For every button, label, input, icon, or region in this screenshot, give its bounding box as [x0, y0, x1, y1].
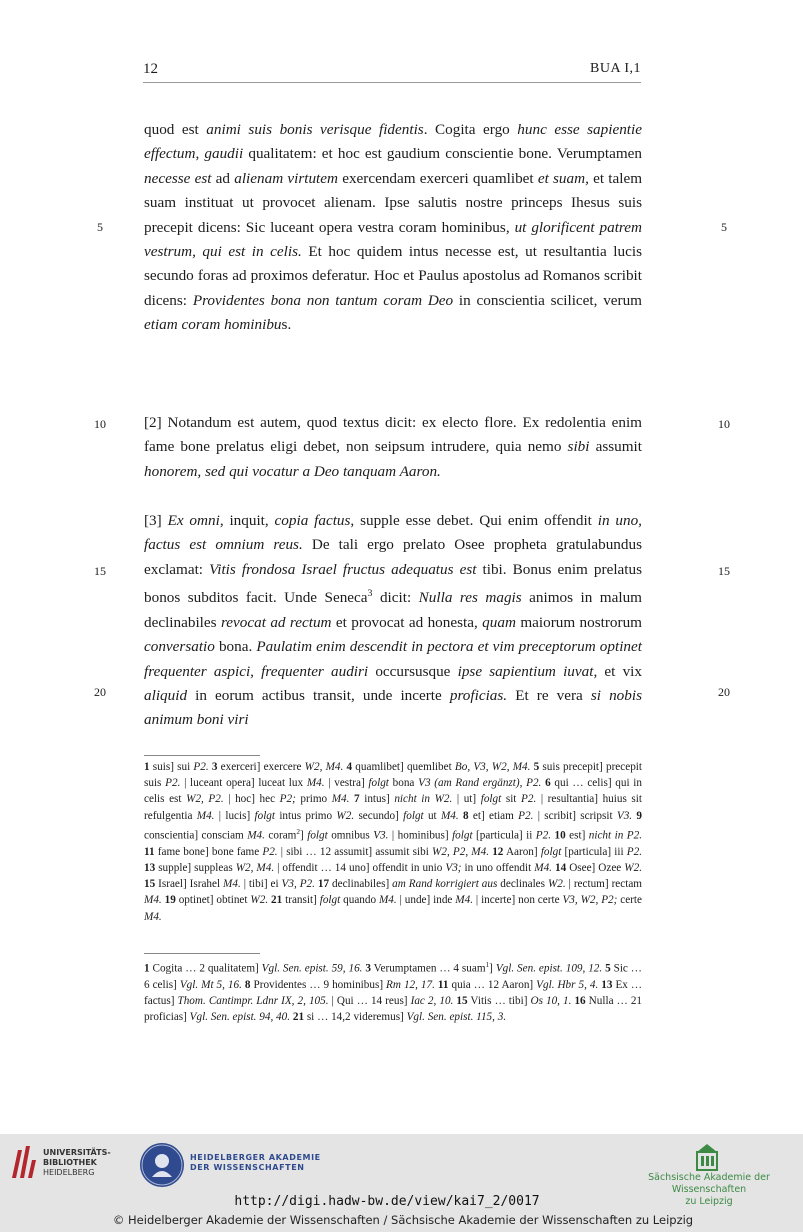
- apparatus_critical-segment: P2;: [279, 793, 296, 806]
- paragraph3-segment: occursusque: [368, 662, 458, 680]
- apparatus-rule-2: [144, 953, 260, 954]
- apparatus_critical-segment: | sibi … 12 assumit] assumit sibi: [277, 845, 433, 858]
- apparatus_critical-segment: Israel] Israhel: [155, 878, 224, 891]
- apparatus_critical-segment: | lucis]: [214, 809, 255, 822]
- apparatus_sources-segment: 5: [605, 962, 611, 975]
- apparatus_sources-segment: 16: [574, 995, 586, 1008]
- apparatus_critical-segment: Aaron]: [503, 845, 541, 858]
- apparatus_critical-segment: ]: [300, 829, 308, 842]
- apparatus_sources-segment: Vgl. Mt 5, 16.: [179, 978, 242, 991]
- apparatus_critical-segment: W2.: [250, 894, 269, 907]
- page-header: [143, 60, 641, 83]
- apparatus_sources-segment: 1: [485, 961, 490, 969]
- paragraph3-segment: revocat ad rectum: [220, 613, 332, 631]
- apparatus_critical-segment: V3.: [616, 809, 633, 822]
- paragraph3-segment: in uno, factus est omnium reus.: [144, 512, 642, 554]
- apparatus_critical-segment: secundo]: [354, 809, 404, 822]
- apparatus_critical-segment: V3, P2.: [281, 878, 315, 891]
- apparatus-rule-1: [144, 755, 260, 756]
- apparatus_sources-segment: si … 14,2 videremus]: [304, 1011, 407, 1024]
- ub-line-1: UNIVERSITÄTS-: [43, 1148, 111, 1157]
- paragraph3-segment: , supple esse debet. Qui enim offendit: [350, 512, 598, 529]
- apparatus_critical-segment: est]: [565, 829, 589, 842]
- paragraph3-segment: quam: [482, 613, 516, 631]
- apparatus_sources-segment: ]: [489, 962, 496, 975]
- apparatus_critical-segment: | scribit] scripsit: [533, 809, 617, 822]
- apparatus_critical-segment: M4.: [223, 878, 241, 891]
- apparatus_critical-segment: M4.: [455, 894, 474, 907]
- paragraph3-segment: tibi. Bonus enim prelatus bonos subditos facit. Unde Seneca: [144, 560, 643, 607]
- apparatus_critical-segment: declinales: [497, 878, 548, 891]
- apparatus_sources-segment: Vgl. Hbr 5, 4.: [536, 978, 599, 991]
- apparatus_critical-segment: qui … celis] qui in celis est: [144, 777, 643, 806]
- apparatus_critical-segment: 15: [144, 878, 156, 891]
- paragraph-1: [144, 118, 642, 338]
- apparatus_critical-segment: | unde] inde: [396, 894, 456, 907]
- apparatus_critical-segment: M4.: [144, 894, 162, 907]
- paragraph2-segment: [2] Notandum est autem, quod textus dicit: ex electo flore. Ex redolentia enim fame bone prelatus eligi debet, non seipsum intrudere, quia nemo: [144, 414, 642, 456]
- apparatus_critical-segment: 11: [144, 845, 155, 858]
- apparatus_critical-segment: 3: [211, 761, 218, 773]
- apparatus_critical-segment: sit: [501, 793, 522, 806]
- apparatus_sources-segment: Ex … factus]: [144, 978, 643, 1008]
- apparatus_critical-segment: V3.: [373, 829, 389, 842]
- apparatus_critical-segment: folgt: [254, 809, 276, 822]
- apparatus_critical-segment: P2.: [535, 829, 552, 842]
- paragraph1-segment: ,: [195, 145, 205, 163]
- apparatus_sources-segment: 1: [144, 962, 150, 975]
- apparatus_critical-segment: W2, M4.: [235, 861, 275, 874]
- apparatus_critical-segment: transit]: [282, 894, 320, 907]
- saw-line-1: Sächsische Akademie der Wissenschaften: [648, 1172, 770, 1195]
- apparatus_critical-segment: 14: [555, 861, 567, 874]
- apparatus_critical-segment: 9: [636, 809, 643, 822]
- line-number-15-left: 15: [94, 564, 106, 578]
- apparatus_sources-segment: Vgl. Sen. epist. 109, 12.: [495, 962, 603, 975]
- paragraph1-segment: in conscientia scilicet, verum: [453, 291, 642, 309]
- paragraph3-segment: Ex omni: [167, 512, 220, 529]
- critical-apparatus: [144, 759, 642, 925]
- line-number-15-right: 15: [718, 564, 730, 578]
- apparatus_critical-segment: | rectum] rectam: [565, 878, 642, 891]
- apparatus_critical-segment: V3, W2, P2;: [562, 894, 618, 907]
- apparatus_critical-segment: W2, P2.: [186, 793, 224, 806]
- apparatus_critical-segment: quando: [340, 894, 379, 907]
- apparatus_sources-segment: Vgl. Sen. epist. 94, 40.: [189, 1011, 291, 1024]
- apparatus_critical-segment: declinabiles]: [329, 878, 393, 891]
- saw-leipzig-logo-icon[interactable]: [695, 1142, 719, 1172]
- apparatus_critical-segment: | luceant opera] luceat lux: [180, 777, 307, 790]
- hadw-label: [190, 1153, 321, 1173]
- paragraph1-segment: animi suis bonis verisque fidentis: [206, 121, 424, 138]
- apparatus_critical-segment: P2.: [165, 777, 181, 790]
- paragraph1-segment: et talem suam instituat ut provocet alienam. Ipse salutis nostre princeps Ihesus suis precepit dicens: Sic luceant opera vestra coram hominibus,: [144, 169, 643, 236]
- apparatus_critical-segment: folgt: [480, 793, 502, 806]
- paragraph3-segment: aliquid: [144, 686, 188, 704]
- apparatus_critical-segment: nicht in W2.: [394, 793, 453, 806]
- apparatus_critical-segment: | vestra]: [324, 777, 369, 790]
- apparatus_critical-segment: V3;: [445, 861, 462, 874]
- apparatus_critical-segment: W2.: [624, 861, 643, 874]
- apparatus_critical-segment: | hoc] hec: [223, 793, 280, 806]
- apparatus_critical-segment: ut: [423, 809, 441, 822]
- apparatus_critical-segment: 4: [346, 761, 353, 773]
- apparatus_sources-segment: 15: [456, 995, 468, 1008]
- apparatus_critical-segment: P2.: [626, 845, 642, 858]
- line-number-5-left: 5: [97, 220, 103, 234]
- apparatus_critical-segment: W2, M4.: [304, 761, 344, 773]
- paragraph3-segment: , inquit,: [219, 512, 275, 529]
- apparatus_critical-segment: W2, P2, M4.: [432, 845, 490, 858]
- paragraph3-segment: si nobis animum boni viri: [144, 686, 642, 729]
- apparatus_critical-segment: W2.: [547, 878, 566, 891]
- paragraph2-segment: honorem, sed qui vocatur a Deo tanquam Aaron.: [144, 462, 441, 480]
- paragraph1-segment: Providentes bona non tantum coram Deo: [192, 291, 454, 309]
- paragraph3-segment: et provocat ad honesta,: [331, 613, 483, 631]
- apparatus_critical-segment: folgt: [540, 845, 562, 858]
- page-number: 12: [143, 61, 158, 77]
- apparatus_critical-segment: V3 (am Rand ergänzt), P2.: [418, 777, 542, 790]
- paragraph3-segment: ipse sapientium iuvat: [457, 662, 594, 680]
- apparatus_critical-segment: P2.: [518, 809, 534, 822]
- apparatus_critical-segment: | resultantia] huius sit refulgentia: [144, 793, 642, 822]
- apparatus_critical-segment: Bo, V3, W2, M4.: [454, 761, 531, 773]
- apparatus_sources-segment: Vgl. Sen. epist. 115, 3.: [406, 1011, 507, 1024]
- apparatus_critical-segment: primo: [295, 793, 332, 806]
- apparatus_critical-segment: M4.: [306, 777, 325, 790]
- ub-line-2: BIBLIOTHEK: [43, 1158, 97, 1167]
- apparatus_critical-segment: optinet] obtinet: [175, 894, 251, 907]
- apparatus_sources-segment: Iac 2, 10.: [410, 995, 454, 1008]
- paragraph1-segment: quod est: [144, 121, 207, 138]
- apparatus_critical-segment: certe: [617, 894, 642, 907]
- apparatus_sources-segment: quia … 12 Aaron]: [448, 978, 537, 991]
- paragraph1-segment: qualitatem: et hoc est gaudium conscientie bone. Verumptamen: [243, 145, 643, 163]
- paragraph-2: [144, 411, 642, 484]
- saw-line-2: zu Leipzig: [685, 1196, 733, 1207]
- paragraph3-segment: animos in malum declinabiles: [144, 589, 642, 631]
- paragraph3-segment: Et re vera: [507, 686, 591, 704]
- apparatus_sources-segment: Verumptamen … 4 suam: [370, 962, 486, 975]
- paragraph1-segment: necesse est: [144, 169, 212, 187]
- paragraph1-segment: ut glorificent patrem vestrum, qui est in celis.: [144, 218, 642, 261]
- line-number-10-left: 10: [94, 417, 106, 431]
- apparatus_critical-segment: M4.: [440, 809, 459, 822]
- apparatus_sources-segment: Nulla … 21 proficias]: [144, 995, 643, 1024]
- paragraph3-segment: conversatio: [144, 638, 215, 656]
- apparatus_critical-segment: 10: [554, 829, 566, 842]
- apparatus_critical-segment: [particula] iii: [561, 845, 627, 858]
- apparatus_critical-segment: coram: [264, 829, 297, 842]
- apparatus_critical-segment: fame bone] bone fame: [154, 845, 263, 858]
- apparatus_sources-segment: | Qui … 14 reus]: [328, 995, 411, 1008]
- apparatus_critical-segment: | ut]: [452, 793, 481, 806]
- paragraph3-segment: 3: [367, 588, 373, 600]
- paragraph3-segment: bona.: [214, 638, 257, 656]
- apparatus_critical-segment: suis precepit] precepit suis: [144, 761, 642, 790]
- ub-heidelberg-logo-icon[interactable]: [8, 1142, 38, 1182]
- apparatus_critical-segment: | incerte] non certe: [473, 894, 563, 907]
- running-title: BUA I,1: [590, 61, 641, 76]
- paragraph3-segment: in eorum actibus transit, unde incerte: [187, 686, 450, 704]
- apparatus_critical-segment: quamlibet] quemlibet: [352, 761, 455, 773]
- apparatus_critical-segment: [particula] ii: [472, 829, 536, 842]
- apparatus_sources-segment: 11: [437, 978, 449, 991]
- apparatus_critical-segment: M4.: [247, 829, 265, 842]
- paragraph1-segment: exercendam exerceri quamlibet: [338, 169, 538, 187]
- paragraph3-segment: maiorum nostrorum: [515, 613, 642, 631]
- apparatus_sources-segment: Cogita … 2 qualitatem]: [149, 962, 262, 975]
- paragraph3-segment: , et vix: [593, 662, 642, 680]
- apparatus_sources-segment: Thom. Cantimpr. Ldnr IX, 2, 105.: [177, 995, 329, 1008]
- paragraph1-segment: ad: [211, 169, 235, 187]
- paragraph1-segment: . Cogita ergo: [423, 121, 518, 138]
- apparatus_critical-segment: 6: [545, 777, 551, 790]
- paragraph1-segment: gaudii: [204, 145, 244, 163]
- paragraph1-segment: hunc esse sapientie effectum: [144, 121, 642, 163]
- copyright-notice: © Heidelberger Akademie der Wissenschaften / Sächsische Akademie der Wissenschaften zu Leipzig: [112, 1213, 694, 1227]
- hadw-seal-icon[interactable]: [140, 1143, 184, 1187]
- apparatus_critical-segment: suis] sui: [149, 761, 194, 773]
- hadw-line-2: DER WISSENSCHAFTEN: [190, 1163, 305, 1172]
- apparatus_critical-segment: 12: [492, 845, 504, 858]
- paragraph1-segment: alienam virtutem: [234, 169, 338, 187]
- apparatus_critical-segment: 5: [533, 761, 540, 773]
- paragraph3-segment: De tali ergo prelato Osee propheta gratulabundus exclamat:: [144, 536, 642, 578]
- apparatus_critical-segment: supple] suppleas: [155, 861, 236, 874]
- apparatus_sources-segment: Providentes … 9 hominibus]: [250, 978, 387, 991]
- apparatus_sources-segment: 3: [365, 962, 371, 975]
- apparatus_critical-segment: | tibi] ei: [240, 878, 282, 891]
- apparatus_sources-segment: 13: [601, 978, 613, 991]
- apparatus_critical-segment: folgt: [452, 829, 473, 842]
- apparatus_sources-segment: 8: [244, 978, 251, 991]
- paragraph3-segment: proficias.: [449, 686, 508, 704]
- paragraph-3: [144, 509, 642, 733]
- ub-line-3: HEIDELBERG: [43, 1168, 95, 1177]
- paragraph2-segment: assumit: [589, 438, 642, 456]
- paragraph3-segment: dicit:: [372, 589, 419, 607]
- apparatus_sources-segment: Os 10, 1.: [530, 995, 572, 1008]
- apparatus_critical-segment: Osee] Ozee: [566, 861, 625, 874]
- line-number-20-right: 20: [718, 685, 730, 699]
- paragraph3-segment: Paulatim enim descendit in pectora et vim preceptorum optinet frequenter aspici, frequenter audiri: [144, 638, 642, 680]
- apparatus_sources-segment: Rm 12, 17.: [386, 978, 435, 991]
- apparatus_critical-segment: M4.: [196, 809, 215, 822]
- apparatus_critical-segment: folgt: [368, 777, 389, 790]
- apparatus_critical-segment: M4.: [144, 910, 162, 923]
- apparatus_sources-segment: Sic … 6 celis]: [144, 962, 642, 991]
- line-number-20-left: 20: [94, 685, 106, 699]
- apparatus_critical-segment: 13: [144, 861, 156, 874]
- apparatus_critical-segment: P2.: [521, 793, 537, 806]
- apparatus_critical-segment: folgt: [307, 829, 328, 842]
- apparatus_critical-segment: M4.: [331, 793, 350, 806]
- apparatus_critical-segment: 1: [144, 761, 150, 773]
- apparatus_critical-segment: folgt: [403, 809, 424, 822]
- apparatus_critical-segment: | offendit … 14 uno] offendit in unio: [274, 861, 446, 874]
- hadw-line-1: HEIDELBERGER AKADEMIE: [190, 1153, 321, 1162]
- paragraph1-segment: et suam,: [537, 169, 589, 187]
- apparatus_critical-segment: 17: [317, 878, 330, 891]
- apparatus_critical-segment: intus primo: [275, 809, 337, 822]
- paragraph3-segment: Vitis frondosa Israel fructus adequatus est: [209, 560, 477, 578]
- paragraph2-segment: sibi: [567, 438, 590, 456]
- paragraph3-segment: copia factus: [274, 512, 351, 529]
- apparatus_critical-segment: P2.: [262, 845, 278, 858]
- apparatus_critical-segment: exerceri] exercere: [217, 761, 305, 773]
- apparatus_critical-segment: 2: [296, 827, 301, 836]
- apparatus_critical-segment: conscientia] consciam: [144, 829, 248, 842]
- apparatus_critical-segment: am Rand korrigiert aus: [392, 878, 498, 891]
- line-number-5-right: 5: [721, 220, 727, 234]
- apparatus_critical-segment: in uno offendit: [461, 861, 535, 874]
- apparatus_critical-segment: intus]: [359, 793, 395, 806]
- permalink-url[interactable]: http://digi.hadw-bw.de/view/kai7_2/0017: [234, 1194, 540, 1209]
- paragraph1-segment: etiam coram hominibu: [144, 316, 282, 334]
- paragraph1-segment: Et hoc quidem intus necesse est, ut resultantia lucis secundo foras ad proximos deferatur. Hoc et Paulus apostolus ad Romanos scribit dicens:: [144, 243, 642, 309]
- apparatus_critical-segment: bona: [388, 777, 419, 790]
- source-apparatus: [144, 957, 642, 1026]
- apparatus_critical-segment: 8: [463, 809, 469, 822]
- apparatus_critical-segment: M4.: [534, 861, 552, 874]
- apparatus_critical-segment: folgt: [319, 894, 341, 907]
- paragraph3-segment: Nulla res magis: [418, 589, 522, 607]
- apparatus_critical-segment: nicht in P2.: [588, 829, 642, 842]
- apparatus_sources-segment: Vgl. Sen. epist. 59, 16.: [261, 962, 363, 975]
- apparatus_critical-segment: et] etiam: [468, 809, 519, 822]
- apparatus_sources-segment: 21: [292, 1011, 305, 1024]
- apparatus_critical-segment: M4.: [378, 894, 397, 907]
- line-number-10-right: 10: [718, 417, 730, 431]
- apparatus_critical-segment: omnibus: [327, 829, 374, 842]
- apparatus_critical-segment: 7: [354, 793, 360, 806]
- ub-heidelberg-label: [43, 1148, 111, 1178]
- paragraph3-segment: [3]: [144, 512, 168, 529]
- paragraph1-segment: s.: [281, 316, 292, 334]
- apparatus_sources-segment: Vitis … tibi]: [467, 995, 531, 1008]
- apparatus_critical-segment: W2.: [336, 809, 355, 822]
- apparatus_critical-segment: | hominibus]: [388, 829, 453, 842]
- apparatus_critical-segment: P2.: [193, 761, 209, 773]
- apparatus_critical-segment: 21: [271, 894, 283, 907]
- apparatus_critical-segment: 19: [164, 894, 176, 907]
